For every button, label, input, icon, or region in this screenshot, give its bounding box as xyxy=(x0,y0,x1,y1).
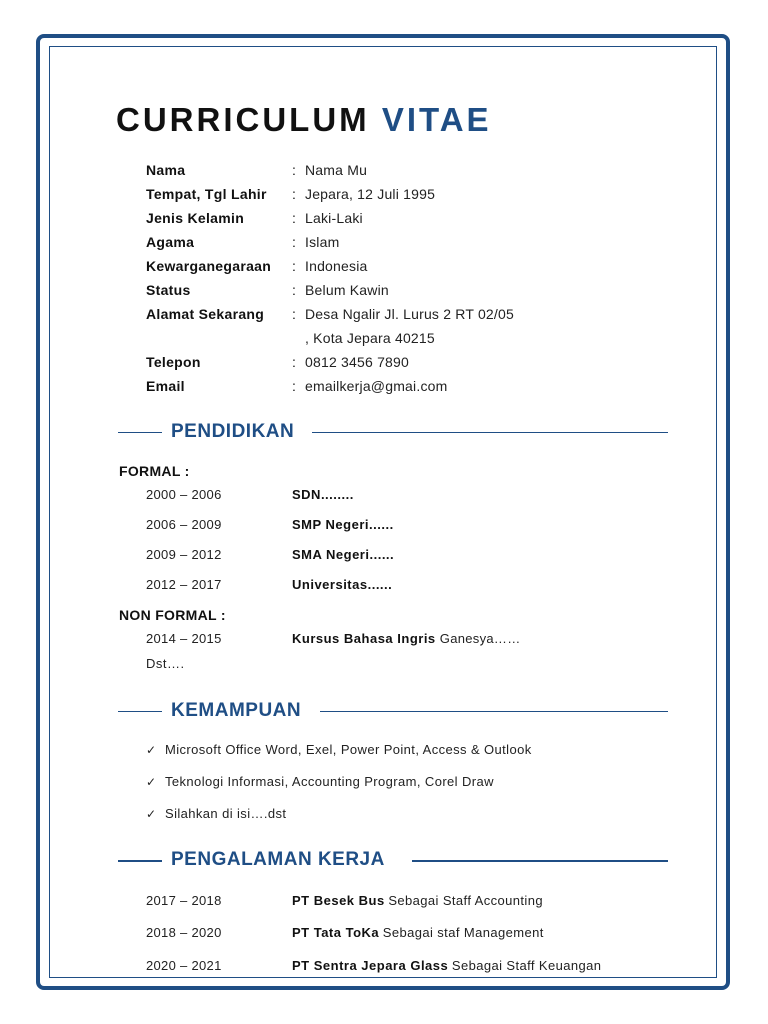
section-heading-experience xyxy=(118,846,668,874)
info-value: Islam xyxy=(305,234,340,250)
experience-years: 2017 – 2018 xyxy=(146,893,222,908)
info-colon: : xyxy=(292,354,296,370)
skill-item xyxy=(146,806,286,821)
education-years: 2000 – 2006 xyxy=(146,487,222,502)
skill-item xyxy=(146,742,532,757)
info-colon: : xyxy=(292,210,296,226)
info-label: Agama xyxy=(146,234,195,250)
info-colon: : xyxy=(292,186,296,202)
info-label: Nama xyxy=(146,162,186,178)
section-title: KEMAMPUAN xyxy=(171,700,302,721)
education-school: SMP Negeri...... xyxy=(292,517,394,532)
info-label: Telepon xyxy=(146,354,201,370)
education-school: SMA Negeri...... xyxy=(292,547,395,562)
checkmark-icon: ✓ xyxy=(146,743,157,757)
job-role: Sebagai staf Management xyxy=(382,925,544,940)
heading-rule xyxy=(118,711,162,712)
info-colon: : xyxy=(292,258,296,274)
info-value xyxy=(305,302,514,350)
nonformal-label: NON FORMAL : xyxy=(119,607,226,623)
info-label: Status xyxy=(146,282,191,298)
info-value: Nama Mu xyxy=(305,162,368,178)
experience-years: 2018 – 2020 xyxy=(146,925,222,940)
section-title: PENGALAMAN KERJA xyxy=(171,849,385,870)
experience-detail xyxy=(292,924,544,942)
company-name: PT Sentra Jepara Glass xyxy=(292,958,449,973)
section-heading-skills xyxy=(118,697,668,725)
skill-text: Microsoft Office Word, Exel, Power Point, Access & Outlook xyxy=(165,742,532,757)
info-label: Alamat Sekarang xyxy=(146,306,265,322)
heading-rule xyxy=(118,432,162,433)
address-line-1: Desa Ngalir Jl. Lurus 2 RT 02/05 xyxy=(305,306,514,322)
info-colon: : xyxy=(292,378,296,394)
job-role: Sebagai Staff Accounting xyxy=(388,893,543,908)
title-main: CURRICULUM xyxy=(116,101,370,138)
section-heading-education xyxy=(118,418,668,446)
experience-years: 2020 – 2021 xyxy=(146,958,222,973)
heading-rule xyxy=(312,432,668,433)
info-value: Indonesia xyxy=(305,258,368,274)
education-course xyxy=(292,630,521,648)
info-value: 0812 3456 7890 xyxy=(305,354,410,370)
info-label: Tempat, Tgl Lahir xyxy=(146,186,267,202)
page-title xyxy=(116,100,492,140)
skill-item xyxy=(146,774,494,789)
info-value: Jepara, 12 Juli 1995 xyxy=(305,186,436,202)
formal-label: FORMAL : xyxy=(119,463,190,479)
info-value: Laki-Laki xyxy=(305,210,363,226)
etc-text: Dst…. xyxy=(146,656,185,671)
title-accent: VITAE xyxy=(381,101,492,138)
education-school: Universitas...... xyxy=(292,577,393,592)
info-colon: : xyxy=(292,282,296,298)
info-value: emailkerja@gmai.com xyxy=(305,378,448,394)
course-provider: Ganesya…… xyxy=(439,631,521,646)
experience-detail xyxy=(292,892,543,910)
experience-detail xyxy=(292,957,601,975)
section-title: PENDIDIKAN xyxy=(171,421,295,442)
skill-text: Teknologi Informasi, Accounting Program, Corel Draw xyxy=(165,774,494,789)
education-school: SDN........ xyxy=(292,487,354,502)
education-years: 2014 – 2015 xyxy=(146,631,222,646)
heading-rule xyxy=(412,860,668,862)
info-colon: : xyxy=(292,162,296,178)
education-years: 2009 – 2012 xyxy=(146,547,222,562)
info-colon: : xyxy=(292,306,296,322)
course-name: Kursus Bahasa Ingris xyxy=(292,631,436,646)
company-name: PT Besek Bus xyxy=(292,893,385,908)
education-years: 2006 – 2009 xyxy=(146,517,222,532)
checkmark-icon: ✓ xyxy=(146,807,157,821)
info-colon: : xyxy=(292,234,296,250)
info-label: Kewarganegaraan xyxy=(146,258,272,274)
skill-text: Silahkan di isi….dst xyxy=(165,806,287,821)
info-value: Belum Kawin xyxy=(305,282,389,298)
address-line-2: , Kota Jepara 40215 xyxy=(305,330,435,346)
info-label: Email xyxy=(146,378,185,394)
heading-rule xyxy=(320,711,668,712)
info-label: Jenis Kelamin xyxy=(146,210,245,226)
education-years: 2012 – 2017 xyxy=(146,577,222,592)
heading-rule xyxy=(118,860,162,862)
job-role: Sebagai Staff Keuangan xyxy=(451,958,602,973)
checkmark-icon: ✓ xyxy=(146,775,157,789)
company-name: PT Tata ToKa xyxy=(292,925,380,940)
